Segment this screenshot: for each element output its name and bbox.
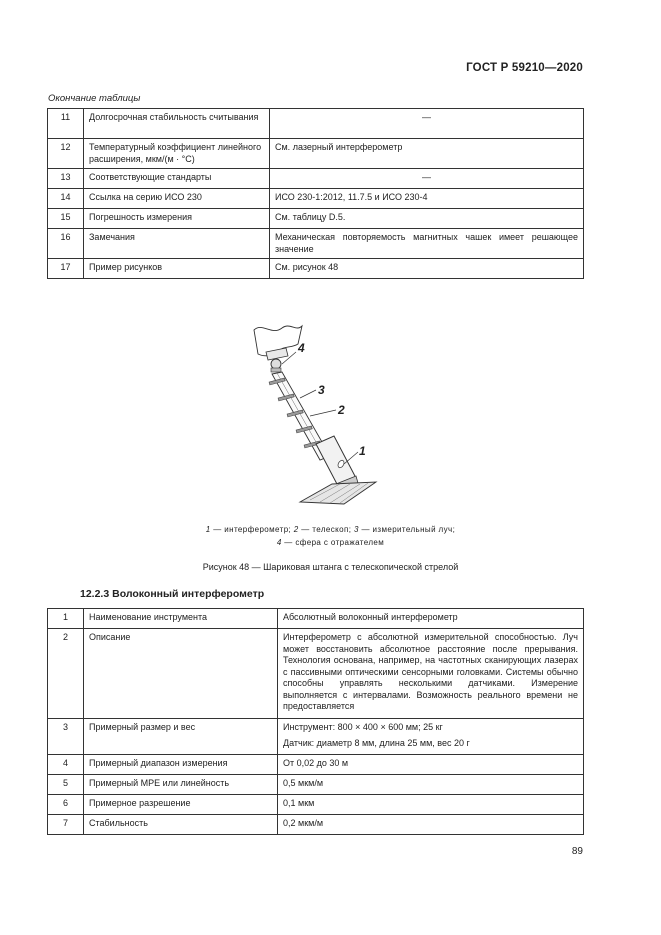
row-value: — bbox=[270, 169, 584, 189]
row-value: См. рисунок 48 bbox=[270, 259, 584, 279]
row-label: Примерный размер и вес bbox=[84, 719, 278, 755]
base-plate bbox=[300, 482, 376, 504]
row-number: 13 bbox=[48, 169, 84, 189]
table-row bbox=[48, 795, 584, 815]
row-label: Примерный диапазон измерения bbox=[84, 755, 278, 775]
row-value: См. таблицу D.5. bbox=[270, 209, 584, 229]
row-number: 7 bbox=[48, 815, 84, 835]
callout-label: 2 bbox=[338, 403, 345, 417]
legend-text: — телескоп; bbox=[298, 525, 354, 534]
row-value: Интерферометр с абсолютной измерительной способностью. Луч может восстановить абсолютное расстояние после прерывания. Технология основана, например, на частотных сканирующих лазерах с пассивными оптическими сенсорными головками. Системы обычно способны управлять несколькими датчиками. Измерение выполняется с интервалами. Возможность реального времени не предоставляется bbox=[278, 629, 584, 719]
figure-legend-line1 bbox=[0, 525, 661, 534]
row-label: Ссылка на серию ИСО 230 bbox=[84, 189, 270, 209]
row-value: ИСО 230-1:2012, 11.7.5 и ИСО 230-4 bbox=[270, 189, 584, 209]
table-row bbox=[48, 259, 584, 279]
row-number: 17 bbox=[48, 259, 84, 279]
spindle-head bbox=[254, 326, 302, 360]
legend-number: 4 bbox=[276, 538, 282, 547]
row-label: Стабильность bbox=[84, 815, 278, 835]
row-number: 11 bbox=[48, 109, 84, 139]
table-row bbox=[48, 609, 584, 629]
row-number: 2 bbox=[48, 629, 84, 719]
table-row bbox=[48, 209, 584, 229]
row-value bbox=[278, 719, 584, 755]
section-heading: 12.2.3 Волоконный интерферометр bbox=[80, 588, 265, 600]
row-number: 5 bbox=[48, 775, 84, 795]
row-label: Замечания bbox=[84, 229, 270, 259]
row-value: Механическая повторяемость магнитных чашек имеет решающее значение bbox=[270, 229, 584, 259]
row-value: 0,5 мкм/м bbox=[278, 775, 584, 795]
row-label: Соответствующие стандарты bbox=[84, 169, 270, 189]
row-number: 1 bbox=[48, 609, 84, 629]
legend-text: — измерительный луч; bbox=[358, 525, 456, 534]
document-header: ГОСТ Р 59210—2020 bbox=[466, 62, 583, 74]
legend-text: — сфера с отражателем bbox=[281, 538, 385, 547]
row-label: Описание bbox=[84, 629, 278, 719]
table-continuation-caption: Окончание таблицы bbox=[48, 93, 141, 104]
table-row bbox=[48, 775, 584, 795]
row-number: 3 bbox=[48, 719, 84, 755]
table-row bbox=[48, 109, 584, 139]
row-label: Долгосрочная стабильность считывания bbox=[84, 109, 270, 139]
row-number: 16 bbox=[48, 229, 84, 259]
figure-legend-line2 bbox=[0, 538, 661, 547]
callout-label: 3 bbox=[318, 383, 325, 397]
legend-number: 2 bbox=[293, 525, 299, 534]
row-number: 15 bbox=[48, 209, 84, 229]
table-row bbox=[48, 169, 584, 189]
legend-text: — интерферометр; bbox=[210, 525, 294, 534]
table-row bbox=[48, 229, 584, 259]
row-label: Температурный коэффициент линейного расширения, мкм/(м · °С) bbox=[84, 139, 270, 169]
legend-number: 3 bbox=[354, 525, 359, 534]
row-value: Абсолютный волоконный интерферометр bbox=[278, 609, 584, 629]
row-value-line: Инструмент: 800 × 400 × 600 мм; 25 кг bbox=[283, 722, 443, 732]
row-number: 12 bbox=[48, 139, 84, 169]
row-value: От 0,02 до 30 м bbox=[278, 755, 584, 775]
row-value: 0,2 мкм/м bbox=[278, 815, 584, 835]
table-row bbox=[48, 719, 584, 755]
row-value: См. лазерный интерферометр bbox=[270, 139, 584, 169]
row-value: 0,1 мкм bbox=[278, 795, 584, 815]
row-number: 6 bbox=[48, 795, 84, 815]
row-number: 4 bbox=[48, 755, 84, 775]
legend-number: 1 bbox=[205, 525, 211, 534]
ball-bar-figure bbox=[240, 318, 380, 513]
figure-caption: Рисунок 48 — Шариковая штанга с телескопической стрелой bbox=[202, 562, 459, 572]
table-row bbox=[48, 815, 584, 835]
row-label: Пример рисунков bbox=[84, 259, 270, 279]
properties-table-continued bbox=[47, 108, 584, 279]
table-row bbox=[48, 189, 584, 209]
fiber-interferometer-table bbox=[47, 608, 584, 835]
table-row bbox=[48, 629, 584, 719]
page-number: 89 bbox=[571, 846, 583, 857]
row-label: Погрешность измерения bbox=[84, 209, 270, 229]
row-label: Примерный MPE или линейность bbox=[84, 775, 278, 795]
table-row bbox=[48, 139, 584, 169]
callout-label: 4 bbox=[298, 341, 305, 355]
table-row bbox=[48, 755, 584, 775]
row-number: 14 bbox=[48, 189, 84, 209]
callout-label: 1 bbox=[359, 444, 366, 458]
reflector-sphere bbox=[271, 359, 281, 372]
row-value-line: Датчик: диаметр 8 мм, длина 25 мм, вес 20 г bbox=[283, 737, 470, 748]
row-label: Наименование инструмента bbox=[84, 609, 278, 629]
row-label: Примерное разрешение bbox=[84, 795, 278, 815]
row-value: — bbox=[270, 109, 584, 139]
